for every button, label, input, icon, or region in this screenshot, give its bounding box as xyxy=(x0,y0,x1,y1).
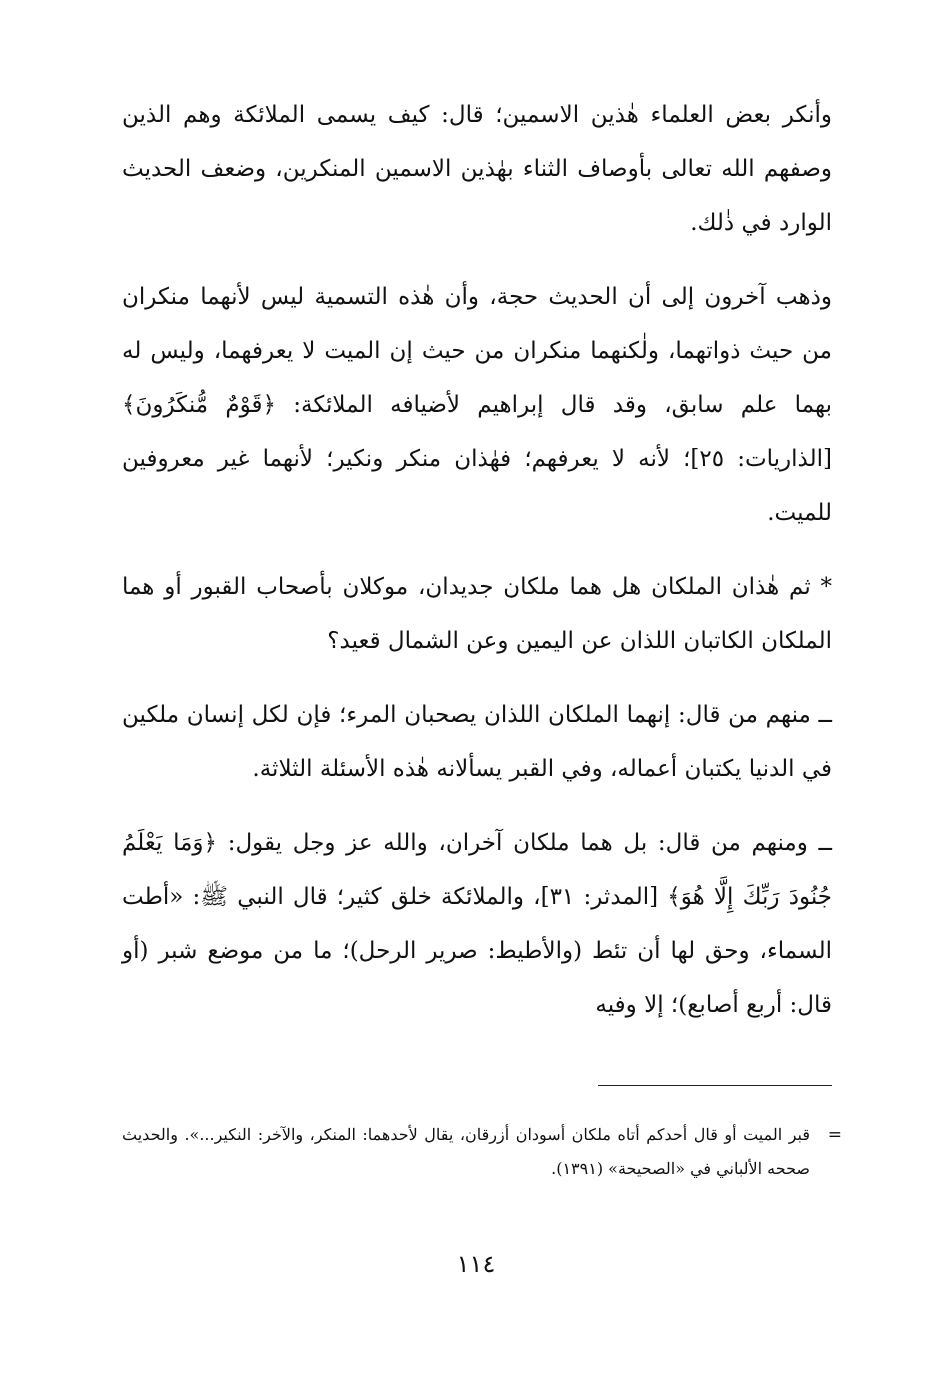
paragraph-5: ــ ومنهم من قال: بل هما ملكان آخران، والله عز وجل يقول: ﴿وَمَا يَعْلَمُ جُنُودَ رَبِّكَ إِلَّا هُوَ﴾ [المدثر: ٣١]، والملائكة خلق كثير؛ قال النبي ﷺ: «أطت السماء، وحق لها أن تئط (والأطيط: صرير الرحل)؛ ما من موضع شبر (أو قال: أربع أصابع)؛ إلا وفيه xyxy=(122,830,832,1018)
footnote xyxy=(122,1118,842,1186)
paragraph-3: * ثم هٰذان الملكان هل هما ملكان جديدان، موكلان بأصحاب القبور أو هما الملكان الكاتبان اللذان عن اليمين وعن الشمال قعيد؟ xyxy=(122,574,832,654)
paragraph-4: ــ منهم من قال: إنهما الملكان اللذان يصحبان المرء؛ فإن لكل إنسان ملكين في الدنيا يكتبان أعماله، وفي القبر يسألانه هٰذه الأسئلة الثلاثة. xyxy=(122,702,832,782)
main-text xyxy=(122,88,832,1052)
footnote-text: قبر الميت أو قال أحدكم أتاه ملكان أسودان أزرقان، يقال لأحدهما: المنكر، والآخر: النكير...». والحديث صححه الألباني في «الصحيحة» (١٣٩١). xyxy=(122,1125,810,1178)
paragraph-1: وأنكر بعض العلماء هٰذين الاسمين؛ قال: كيف يسمى الملائكة وهم الذين وصفهم الله تعالى بأوصاف الثناء بهٰذين الاسمين المنكرين، وضعف الحديث الوارد في ذٰلك. xyxy=(122,102,832,236)
page-number: ١١٤ xyxy=(456,1250,496,1278)
paragraph-2: وذهب آخرون إلى أن الحديث حجة، وأن هٰذه التسمية ليس لأنهما منكران من حيث ذواتهما، ولٰكنهما منكران من حيث إن الميت لا يعرفهما، وليس له بهما علم سابق، وقد قال إبراهيم لأضيافه الملائكة: ﴿قَوْمٌ مُّنكَرُونَ﴾ [الذاريات: ٢٥]؛ لأنه لا يعرفهم؛ فهٰذان منكر ونكير؛ لأنهما غير معروفين للميت. xyxy=(122,284,832,526)
footnote-separator xyxy=(598,1085,832,1086)
footnote-continuation-marker: = xyxy=(827,1125,842,1145)
